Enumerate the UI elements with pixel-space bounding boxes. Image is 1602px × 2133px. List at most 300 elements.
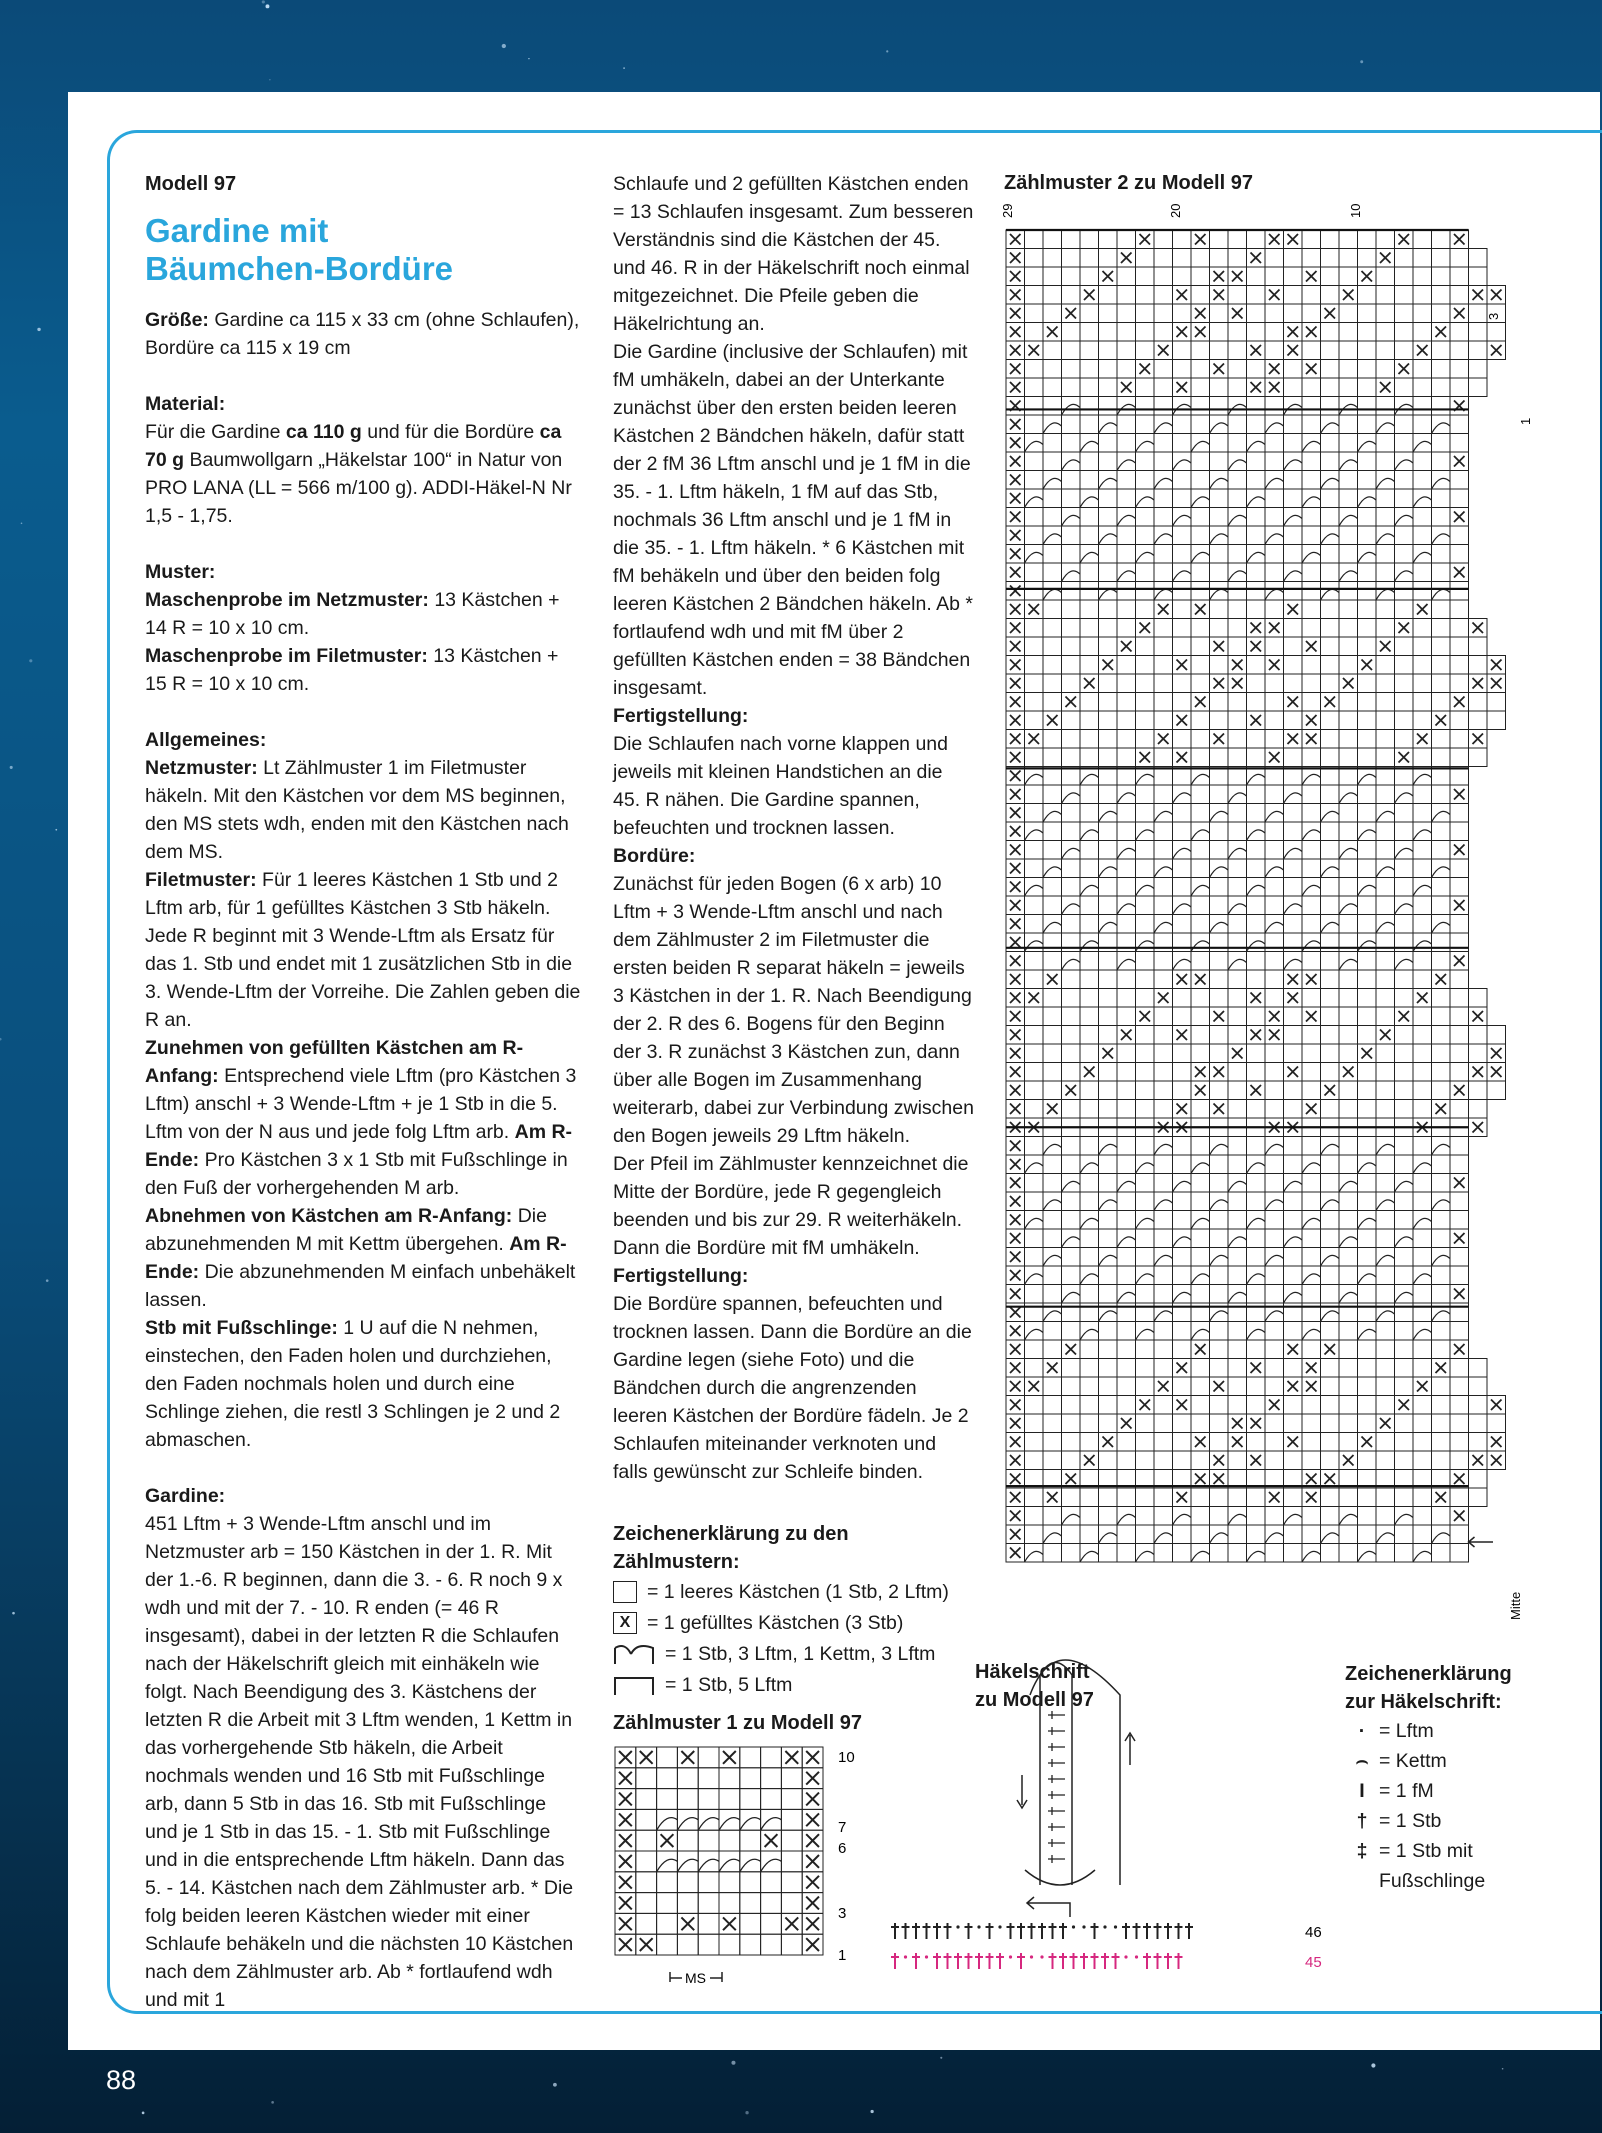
filled-mark [1103,660,1114,671]
filled-mark [1177,1363,1188,1374]
grid-cell [1321,1026,1340,1045]
grid-cell [636,1893,657,1914]
grid-cell [1247,970,1266,989]
grid-cell [1228,230,1247,249]
grid-cell [1284,1248,1303,1267]
grid-cell [1080,989,1099,1008]
grid-cell [1043,563,1062,582]
grid-cell [1450,1451,1469,1470]
filled-mark [1399,1011,1410,1022]
filled-mark [1047,327,1058,338]
grid-cell [1099,341,1118,360]
filled-mark [1454,1233,1465,1244]
arc-mark [1358,774,1377,785]
grid-cell [1284,434,1303,453]
grid-cell [1339,341,1358,360]
grid-cell [1265,896,1284,915]
grid-cell [1376,656,1395,675]
filled-mark [1288,1067,1299,1078]
arc-mark [1080,941,1099,952]
grid-cell [1395,1525,1414,1544]
grid-cell [1413,1044,1432,1063]
grid-cell [1265,1229,1284,1248]
grid-cell [1450,1414,1469,1433]
grid-cell [1284,1322,1303,1341]
filled-mark [1103,271,1114,282]
legend-bar: = 1 Stb, 5 Lftm [613,1669,975,1700]
filled-mark [1251,1455,1262,1466]
grid-cell [1376,434,1395,453]
grid-cell [740,1809,761,1830]
grid-cell [1136,600,1155,619]
arc-mark [1099,478,1118,489]
grid-cell [1339,748,1358,767]
stitch-mark [923,1923,931,1939]
arc-mark [1302,941,1321,952]
grid-cell [1025,323,1044,342]
grid-cell [1154,952,1173,971]
grid-cell [1099,1396,1118,1415]
grid-cell [1191,896,1210,915]
filled-mark [1010,863,1021,874]
grid-cell [740,1934,761,1955]
grid-cell [1450,804,1469,823]
grid-cell [1025,397,1044,416]
arc-mark [1321,811,1340,822]
chart1-row-label: 1 [838,1947,847,1964]
grid-cell [1284,1396,1303,1415]
grid-cell [1358,323,1377,342]
grid-cell [1062,526,1081,545]
grid-cell [1339,1544,1358,1563]
stitch-mark [1049,1953,1057,1969]
grid-cell [1413,508,1432,527]
grid-cell [1265,1340,1284,1359]
filled-mark [1010,549,1021,560]
grid-cell [1136,1044,1155,1063]
grid-cell [1080,693,1099,712]
grid-cell [1487,1414,1506,1433]
grid-cell [636,1851,657,1872]
grid-cell [1136,304,1155,323]
grid-cell [1339,989,1358,1008]
star-dot [623,67,625,69]
grid-cell [1395,526,1414,545]
grid-cell [1136,804,1155,823]
filled-mark [1343,290,1354,301]
arc-mark [1358,1274,1377,1285]
filled-mark [1325,1344,1336,1355]
grid-cell [1191,637,1210,656]
grid-cell [1080,1414,1099,1433]
grid-cell [1191,415,1210,434]
filled-mark [806,1897,819,1910]
grid-cell [1099,878,1118,897]
grid-cell [1043,600,1062,619]
grid-cell [1413,1229,1432,1248]
arc-mark [1136,1329,1155,1340]
grid-cell [1376,748,1395,767]
grid-cell [1191,526,1210,545]
grid-cell [677,1872,698,1893]
grid-cell [1043,545,1062,564]
grid-cell [1210,1544,1229,1563]
arc-mark [1321,534,1340,545]
grid-cell [1413,1007,1432,1026]
grid-cell [1413,1063,1432,1082]
arc-mark [1413,441,1432,452]
grid-cell [1025,619,1044,638]
grid-cell [1469,1488,1488,1507]
grid-cell [1450,1266,1469,1285]
grid-cell [1043,841,1062,860]
grid-cell [1450,859,1469,878]
grid-cell [1376,1507,1395,1526]
grid-cell [1432,1044,1451,1063]
grid-cell [1080,748,1099,767]
grid-cell [1191,397,1210,416]
decrease-text: Abnehmen von Kästchen am R-Anfang: Die abzunehmenden M mit Kettm übergehen. Am R-Ende: Die abzunehmenden M einfach unbehäkelt lassen. [145,1205,576,1311]
arc-mark [1339,1292,1358,1303]
filet-text: Filetmuster: Für 1 leeres Kästchen 1 Stb und 2 Lftm arb, für 1 gefülltes Kästchen 3 Stb häkeln. Jede R beginnt mit 3 Wende-Lftm als Ersatz für das 1. Stb und endet mit 1 zusätzlichen Stb in die 3. Wende-Lftm der Vorreihe. Die Zahlen geben die R an. [145,869,581,1031]
grid-cell [1043,1026,1062,1045]
grid-cell [1302,1174,1321,1193]
arc-mark [1173,1292,1192,1303]
grid-cell [1099,730,1118,749]
grid-cell [1339,711,1358,730]
grid-cell [1302,304,1321,323]
grid-cell [1043,434,1062,453]
grid-cell [1210,1414,1229,1433]
arc-mark [1432,423,1451,434]
grid-cell [1062,1063,1081,1082]
grid-cell [1413,693,1432,712]
arc-mark [1376,478,1395,489]
arc-mark [1191,885,1210,896]
grid-cell [719,1851,740,1872]
stitch-mark [965,1953,973,1969]
grid-cell [1469,637,1488,656]
grid-cell [1284,1544,1303,1563]
grid-cell [1210,1322,1229,1341]
grid-cell [1080,841,1099,860]
grid-cell [1025,452,1044,471]
grid-cell [1173,1544,1192,1563]
grid-cell [1210,656,1229,675]
filled-mark [1121,1030,1132,1041]
filled-mark [1362,660,1373,671]
filled-mark [1140,364,1151,375]
arc-mark [1247,441,1266,452]
arc-mark [1136,1551,1155,1562]
grid-cell [1080,730,1099,749]
grid-cell [1284,804,1303,823]
grid-cell [1043,1007,1062,1026]
grid-cell [1339,804,1358,823]
grid-cell [657,1851,678,1872]
grid-cell [1025,1192,1044,1211]
filled-mark [1214,271,1225,282]
grid-cell [1358,582,1377,601]
grid-cell [1302,656,1321,675]
grid-cell [1339,1433,1358,1452]
grid-cell [1062,415,1081,434]
arc-mark [1376,811,1395,822]
arc-mark [1321,1533,1340,1544]
grid-cell [1043,674,1062,693]
grid-cell [1025,952,1044,971]
grid-cell [1284,822,1303,841]
grid-cell [1210,1211,1229,1230]
filled-mark [1417,604,1428,615]
grid-cell [1173,804,1192,823]
grid-cell [1284,1081,1303,1100]
grid-cell [1321,970,1340,989]
grid-cell [1432,1081,1451,1100]
grid-cell [1062,1248,1081,1267]
grid-cell [1191,471,1210,490]
grid-cell [1173,637,1192,656]
filled-mark [1269,1030,1280,1041]
arc-mark [1117,1181,1136,1192]
grid-cell [1154,360,1173,379]
grid-cell [740,1913,761,1934]
filled-mark [619,1917,632,1930]
grid-cell [1043,1155,1062,1174]
grid-cell [1025,1359,1044,1378]
arc-mark [1265,811,1284,822]
arc-mark [1099,1311,1118,1322]
grid-cell [1228,545,1247,564]
grid-cell [1191,286,1210,305]
grid-cell [1450,1137,1469,1156]
grid-cell [1321,489,1340,508]
grid-cell [1117,822,1136,841]
filled-mark [1010,752,1021,763]
grid-cell [1173,1192,1192,1211]
grid-cell [1450,1100,1469,1119]
filled-mark [1380,1418,1391,1429]
filled-mark [619,1751,632,1764]
grid-cell [1117,878,1136,897]
grid-cell [1191,1192,1210,1211]
grid-cell [1321,822,1340,841]
arc-mark [1062,793,1081,804]
grid-cell [1432,896,1451,915]
grid-cell [1191,915,1210,934]
grid-cell [1432,434,1451,453]
grid-cell [1376,1322,1395,1341]
grid-cell [1154,619,1173,638]
grid-cell [1321,1359,1340,1378]
grid-cell [1154,970,1173,989]
legend-stb-fuss-2: Fußschlinge [1379,1870,1486,1892]
arc-mark [1358,1163,1377,1174]
grid-cell [740,1893,761,1914]
row46-label: 46 [1305,1924,1322,1941]
increase-text: Zunehmen von gefüllten Kästchen am R-Anfang: Entsprechend viele Lftm (pro Kästchen 3 Lftm) anschl + 3 Wende-Lftm + je 1 Stb in die 5. Lftm von der N aus und jede folg Lftm arb. Am R-Ende: Pro Kästchen 3 x 1 Stb mit Fußschlinge in den Fuß der vorhergehenden M arb. [145,1037,577,1199]
grid-cell [1321,1229,1340,1248]
filled-mark [1010,512,1021,523]
chart2-top-label: 20 [1168,203,1183,218]
grid-cell [1154,1229,1173,1248]
grid-cell [1117,1266,1136,1285]
grid-cell [1265,600,1284,619]
legend-lftm: · = Lftm [1345,1716,1512,1746]
grid-cell [1191,1396,1210,1415]
grid-cell [1043,1396,1062,1415]
filled-mark [1473,290,1484,301]
filled-mark [1399,623,1410,634]
grid-cell [1376,1285,1395,1304]
grid-cell [1043,1285,1062,1304]
grid-cell [1117,545,1136,564]
grid-cell [1173,1248,1192,1267]
grid-cell [1228,637,1247,656]
arc-mark [1395,1514,1414,1525]
grid-cell [1284,1044,1303,1063]
row45-label: 45 [1305,1954,1322,1971]
grid-cell [781,1789,802,1810]
filled-mark [1491,1455,1502,1466]
column-left [145,170,583,2014]
grid-cell [1413,230,1432,249]
grid-cell [1450,1359,1469,1378]
filled-mark [1158,993,1169,1004]
grid-cell [1450,582,1469,601]
grid-cell [1358,1192,1377,1211]
grid-cell [1265,1433,1284,1452]
grid-cell [1413,896,1432,915]
grid-cell [1025,896,1044,915]
grid-cell [1395,545,1414,564]
grid-cell [1080,360,1099,379]
grid-cell [1450,1211,1469,1230]
filled-mark [1232,1048,1243,1059]
grid-cell [1487,711,1506,730]
filled-mark [1195,1474,1206,1485]
arc-mark [1339,904,1358,915]
grid-cell [1099,674,1118,693]
grid-cell [1302,915,1321,934]
grid-cell [1154,1266,1173,1285]
filled-mark [1010,697,1021,708]
grid-cell [1210,304,1229,323]
arc-mark [1413,1551,1432,1562]
arc-mark [1302,774,1321,785]
grid-cell [1210,970,1229,989]
grid-cell [1062,1359,1081,1378]
grid-cell [1450,1488,1469,1507]
filled-mark [1066,697,1077,708]
grid-cell [1080,249,1099,268]
grid-cell [636,1768,657,1789]
grid-cell [1247,1248,1266,1267]
grid-cell [1191,748,1210,767]
grid-cell [1265,1507,1284,1526]
filled-mark [1454,512,1465,523]
arc-mark [1413,1329,1432,1340]
grid-cell [1154,1174,1173,1193]
arc-mark [1339,1181,1358,1192]
grid-cell [1247,508,1266,527]
arc-mark [1191,941,1210,952]
star-dot [266,4,270,8]
arc-mark [1413,1274,1432,1285]
grid-cell [1247,804,1266,823]
grid-cell [1136,785,1155,804]
grid-cell [1099,489,1118,508]
grid-cell [1025,1044,1044,1063]
grid-cell [1395,582,1414,601]
grid-cell [1210,748,1229,767]
grid-cell [1265,1285,1284,1304]
grid-cell [1339,1322,1358,1341]
arc-mark [1432,1144,1451,1155]
grid-cell [1191,841,1210,860]
grid-cell [1358,415,1377,434]
grid-cell [1487,1081,1506,1100]
grid-cell [1117,1100,1136,1119]
arc-mark [1154,1200,1173,1211]
grid-cell [1210,693,1229,712]
grid-cell [1043,1544,1062,1563]
arc-mark [1099,1200,1118,1211]
grid-cell [1321,896,1340,915]
grid-cell [1469,323,1488,342]
grid-cell [657,1747,678,1768]
grid-cell [1154,1063,1173,1082]
filled-mark [619,1772,632,1785]
arc-mark [1413,830,1432,841]
arc-mark [1025,552,1044,563]
grid-cell [1173,1525,1192,1544]
filled-mark [1010,1215,1021,1226]
grid-cell [1210,323,1229,342]
grid-cell [1395,1211,1414,1230]
grid-cell [1376,563,1395,582]
grid-cell [1173,1155,1192,1174]
arc-mark [1117,848,1136,859]
chain-icon: · [1358,1720,1366,1742]
arc-mark [1210,478,1229,489]
grid-cell [1302,619,1321,638]
filled-mark [1010,623,1021,634]
grid-cell [1265,1211,1284,1230]
grid-cell [1395,637,1414,656]
grid-cell [1191,1137,1210,1156]
grid-cell [1358,1285,1377,1304]
grid-cell [1210,508,1229,527]
grid-cell [1432,1063,1451,1082]
filled-mark [1325,308,1336,319]
grid-cell [1154,1044,1173,1063]
filled-mark [1399,234,1410,245]
grid-cell [1117,1433,1136,1452]
star-dot [0,1038,2,1041]
filled-mark [1251,993,1262,1004]
grid-cell [677,1851,698,1872]
grid-cell [636,1913,657,1934]
grid-cell [1043,508,1062,527]
filled-mark [1158,734,1169,745]
grid-cell [1358,1525,1377,1544]
grid-cell [1395,304,1414,323]
grid-cell [1062,582,1081,601]
grid-cell [1432,397,1451,416]
filled-mark [1177,1400,1188,1411]
arc-mark [1265,867,1284,878]
